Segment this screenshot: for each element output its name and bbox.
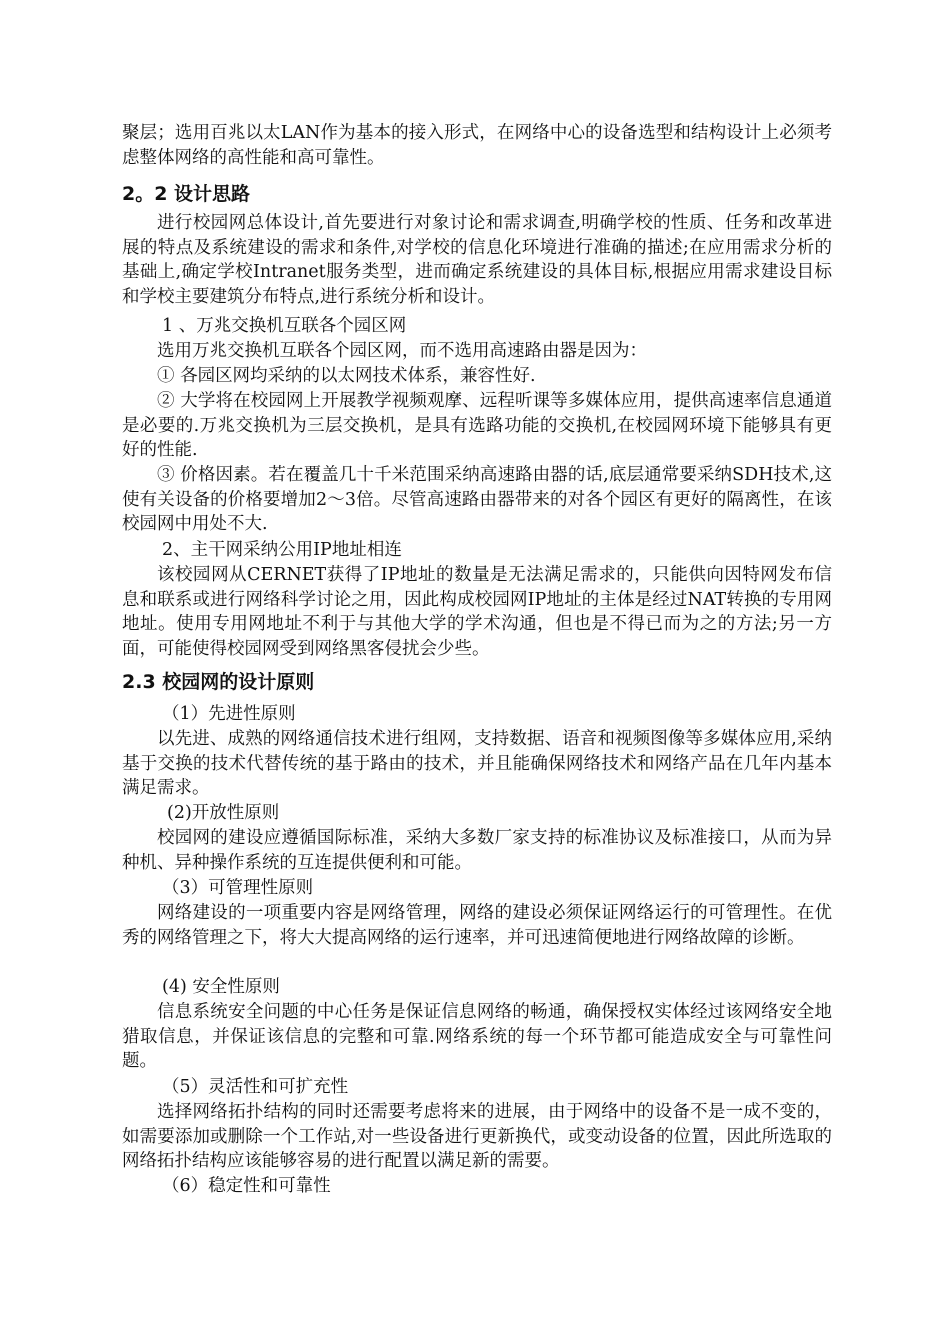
principle-flexibility: （5）灵活性和可扩充性 <box>162 1077 349 1097</box>
principle-advanced: （1）先进性原则 <box>162 704 296 724</box>
paragraph-flexibility: 选择网络拓扑结构的同时还需要考虑将来的进展，由于网络中的设备不是一成不变的，如需要添加或删除一个工作站,对一些设备进行更新换代，或变动设备的位置，因此所选取的网络拓扑结构应该能够容易的进行配置以满足新的需要。 <box>122 1102 832 1172</box>
principle-security: (4) 安全性原则 <box>162 977 280 997</box>
principle-open: (2)开放性原则 <box>167 803 280 823</box>
list-item-price: ③ 价格因素。若在覆盖几十千米范围采纳高速路由器的话,底层通常要采纳SDH技术,这使有关设备的价格要增加2～3倍。尽管高速路由器带来的对各个园区有更好的隔离性，在该校园网中用处不大. <box>122 465 832 535</box>
subheading-switch-interconnect: 1 、万兆交换机互联各个园区网 <box>162 316 407 336</box>
list-item-multimedia: ② 大学将在校园网上开展教学视频观摩、远程听课等多媒体应用，提供高速率信息通道是必要的.万兆交换机为三层交换机，是具有选路功能的交换机,在校园网环境下能够具有更好的性能. <box>122 391 832 461</box>
paragraph-switch-reason: 选用万兆交换机互联各个园区网，而不选用高速路由器是因为： <box>157 341 647 361</box>
heading-2-3: 2.3 校园网的设计原则 <box>122 671 315 693</box>
paragraph-design-approach: 进行校园网总体设计,首先要进行对象讨论和需求调查,明确学校的性质、任务和改革进展的特点及系统建设的需求和条件,对学校的信息化环境进行准确的描述;在应用需求分析的基础上,确定学校Intranet服务类型，进而确定系统建设的具体目标,根据应用需求建设目标和学校主要建筑分布特点,进行系统分析和设计。 <box>122 213 832 307</box>
paragraph-advanced: 以先进、成熟的网络通信技术进行组网，支持数据、语音和视频图像等多媒体应用,采纳基于交换的技术代替传统的基于路由的技术，并且能确保网络技术和网络产品在几年内基本满足需求。 <box>122 729 832 799</box>
paragraph-network-core: 聚层；选用百兆以太LAN作为基本的接入形式，在网络中心的设备选型和结构设计上必须考虑整体网络的高性能和高可靠性。 <box>122 123 832 168</box>
heading-2-2: 2。2 设计思路 <box>122 183 251 205</box>
principle-manageable: （3）可管理性原则 <box>162 878 314 898</box>
paragraph-manageable: 网络建设的一项重要内容是网络管理，网络的建设必须保证网络运行的可管理性。在优秀的网络管理之下，将大大提高网络的运行速率，并可迅速简便地进行网络故障的诊断。 <box>122 903 832 948</box>
principle-stability: （6）稳定性和可靠性 <box>162 1176 331 1196</box>
paragraph-security: 信息系统安全问题的中心任务是保证信息网络的畅通，确保授权实体经过该网络安全地猎取信息，并保证该信息的完整和可靠.网络系统的每一个环节都可能造成安全与可靠性问题。 <box>122 1002 832 1072</box>
paragraph-open: 校园网的建设应遵循国际标准，采纳大多数厂家支持的标准协议及标准接口，从而为异种机、异种操作系统的互连提供便利和可能。 <box>122 828 832 873</box>
subheading-public-ip: 2、主干网采纳公用IP地址相连 <box>162 540 402 560</box>
paragraph-cernet-ip: 该校园网从CERNET获得了IP地址的数量是无法满足需求的，只能供向因特网发布信息和联系或进行网络科学讨论之用，因此构成校园网IP地址的主体是经过NAT转换的专用网地址。使用专用网地址不利于与其他大学的学术沟通，但也是不得已而为之的方法;另一方面，可能使得校园网受到网络黑客侵扰会少些。 <box>122 565 832 659</box>
list-item-compatibility: ① 各园区网均采纳的以太网技术体系，兼容性好. <box>157 366 536 386</box>
